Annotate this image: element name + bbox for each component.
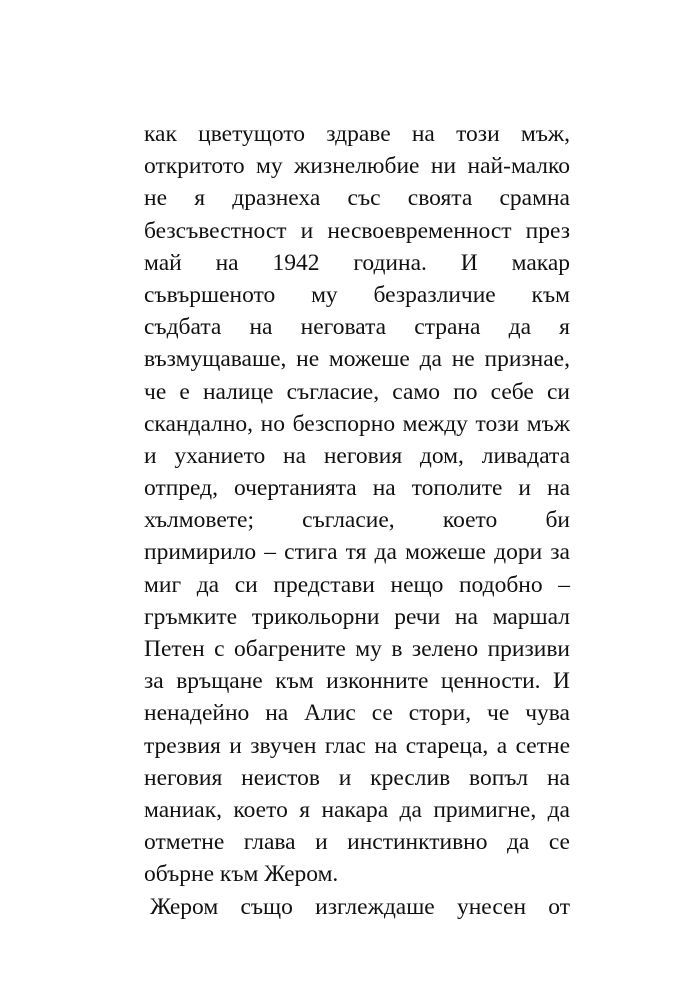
text-line: не я дразнеха със своята срамна (144, 185, 570, 212)
text-line: откритото му жизнелюбие ни най-малко (144, 153, 570, 180)
paragraph-start-line: Жером също изглеждаше унесен от (150, 893, 570, 920)
text-line: май на 1942 година. И макар (144, 249, 570, 276)
text-line: отпред, очертанията на тополите и на (144, 475, 570, 502)
text-line: съвършеното му безразличие към (144, 281, 570, 308)
text-line: че е налице съгласие, само по себе си (144, 378, 570, 405)
text-line: гръмките трикольорни речи на маршал (144, 603, 570, 630)
text-line: трезвия и звучен глас на стареца, а сетне (144, 732, 570, 759)
text-line: маниак, което я накара да примигне, да (144, 796, 570, 823)
text-line: ненадейно на Алис се стори, че чува (144, 700, 570, 727)
text-line: неговия неистов и креслив вопъл на (144, 764, 570, 791)
body-text (144, 118, 570, 923)
text-line: съдбата на неговата страна да я (144, 314, 570, 341)
text-line: хълмовете; съгласие, което би (144, 507, 570, 534)
text-line: миг да си представи нещо подобно – (144, 571, 570, 598)
text-line: и уханието на неговия дом, ливадата (144, 442, 570, 469)
paragraph-end-line: обърне към Жером. (144, 861, 339, 888)
text-line: скандално, но безспорно между този мъж (144, 410, 570, 437)
text-line: възмущаваше, не можеше да не признае, (144, 346, 570, 373)
text-line: безсъвестност и несвоевременност през (144, 217, 570, 244)
text-line: Петен с обагрените му в зелено призиви (144, 636, 570, 662)
text-line: отметне глава и инстинктивно да се (144, 829, 570, 856)
text-line: как цветущото здраве на този мъж, (144, 121, 570, 147)
text-line: примирило – стига тя да можеше дори за (144, 539, 570, 566)
text-line: за връщане към изконните ценности. И (144, 668, 570, 695)
